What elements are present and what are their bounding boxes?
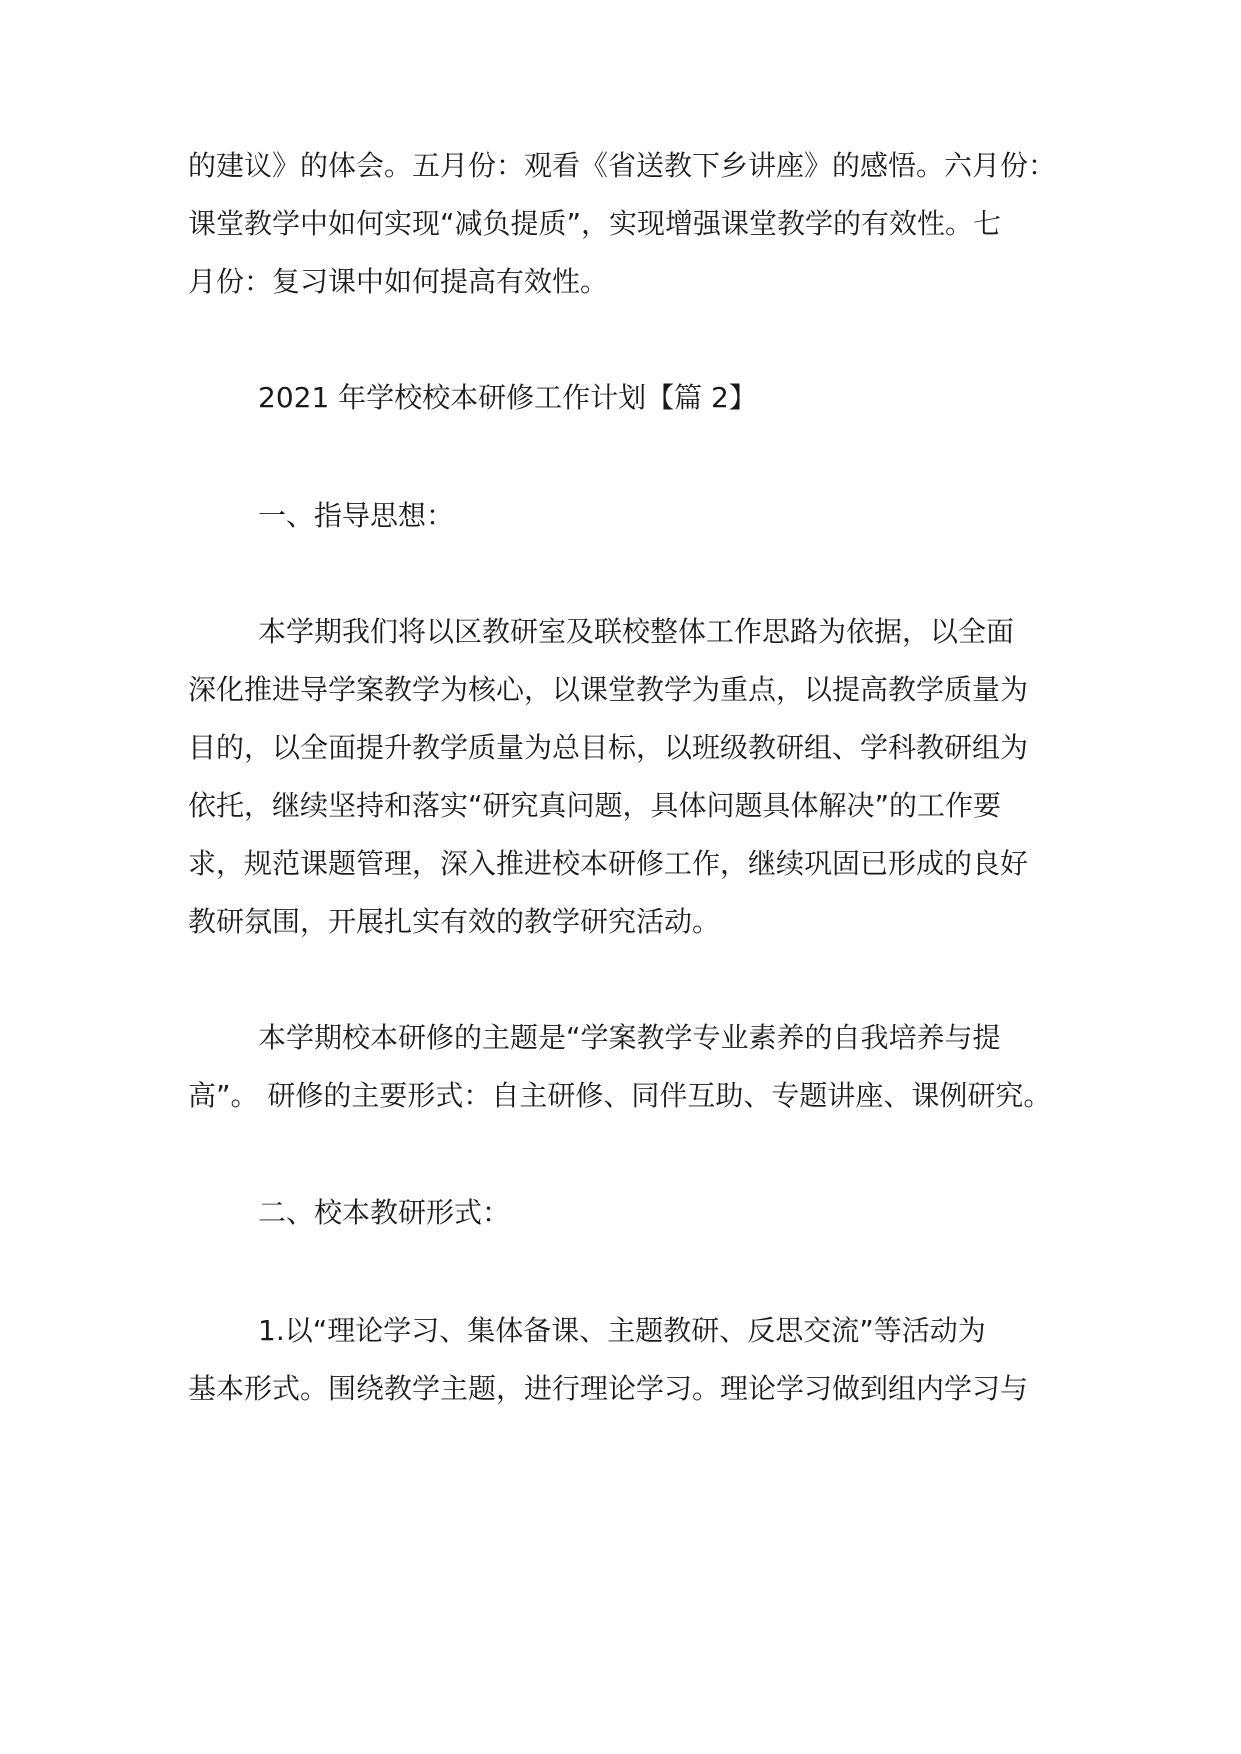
text-line: 目的，以全面提升教学质量为总目标，以班级教研组、学科教研组为	[188, 731, 1029, 764]
text-line: 求，规范课题管理，深入推进校本研修工作，继续巩固已形成的良好	[188, 847, 1029, 880]
text-line: 基本形式。围绕教学主题，进行理论学习。理论学习做到组内学习与	[188, 1372, 1029, 1405]
text-line: 课堂教学中如何实现“减负提质”，实现增强课堂教学的有效性。七	[188, 207, 1002, 240]
text-line: 教研氛围，开展扎实有效的教学研究活动。	[188, 905, 721, 938]
text-line: 依托，继续坚持和落实“研究真问题，具体问题具体解决”的工作要	[188, 789, 1002, 822]
text-line: 1.以“理论学习、集体备课、主题教研、反思交流”等活动为	[258, 1314, 986, 1347]
text-line: 的建议》的体会。五月份：观看《省送教下乡讲座》的感悟。六月份：	[188, 149, 1057, 182]
text-line: 高”。 研修的主要形式：自主研修、同伴互助、专题讲座、课例研究。	[188, 1079, 1052, 1112]
text-line: 本学期我们将以区教研室及联校整体工作思路为依据，以全面	[258, 615, 1015, 648]
text-line: 深化推进导学案教学为核心，以课堂教学为重点，以提高教学质量为	[188, 673, 1029, 706]
section-title: 2021 年学校校本研修工作计划【篇 2】	[258, 381, 757, 414]
heading-teaching-research-forms: 二、校本教研形式：	[258, 1196, 511, 1229]
text-line: 本学期校本研修的主题是“学案教学专业素养的自我培养与提	[258, 1021, 1001, 1054]
heading-guiding-ideology: 一、指导思想：	[258, 499, 455, 532]
text-line: 月份：复习课中如何提高有效性。	[188, 265, 609, 298]
